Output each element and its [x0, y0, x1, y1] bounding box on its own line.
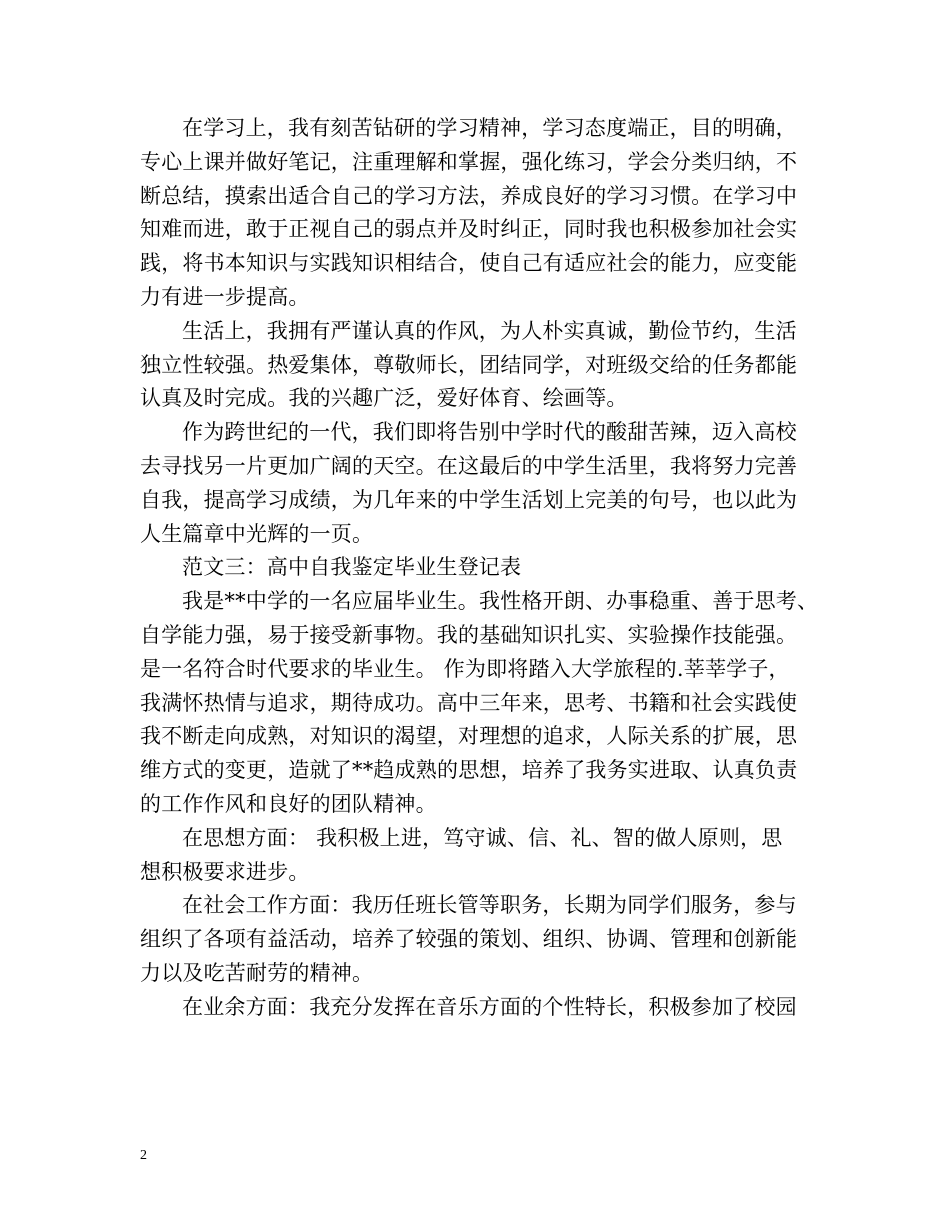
text-line: 维方式的变更，造就了**趋成熟的思想，培养了我务实进取、认真负责 [140, 758, 798, 783]
text-line: 在学习上，我有刻苦钻研的学习精神，学习态度端正，目的明确， [182, 116, 797, 140]
text-line: 知难而进，敢于正视自己的弱点并及时纠正，同时我也积极参加社会实 [140, 217, 798, 242]
text-line: 专心上课并做好笔记，注重理解和掌握，强化练习，学会分类归纳，不 [140, 149, 798, 174]
document-body [140, 112, 820, 1025]
text-line: 断总结，摸索出适合自己的学习方法，养成良好的学习习惯。在学习中 [140, 183, 798, 208]
text-line: 力以及吃苦耐劳的精神。 [140, 960, 374, 985]
text-line: 作为跨世纪的一代，我们即将告别中学时代的酸甜苦辣，迈入高校 [182, 420, 797, 445]
text-line: 自学能力强，易于接受新事物。我的基础知识扎实、实验操作技能强。 [140, 622, 798, 647]
text-line: 的工作作风和良好的团队精神。 [140, 791, 437, 816]
text-line: 人生篇章中光辉的一页。 [140, 521, 374, 546]
text-line: 力有进一步提高。 [140, 284, 310, 309]
text-line: 在业余方面：我充分发挥在音乐方面的个性特长，积极参加了校园 [182, 994, 797, 1019]
text-line: 践，将书本知识与实践知识相结合，使自己有适应社会的能力，应变能 [140, 251, 798, 276]
text-line: 在社会工作方面：我历任班长管等职务，长期为同学们服务，参与 [182, 893, 797, 918]
text-line: 想积极要求进步。 [140, 859, 310, 884]
text-line: 我不断走向成熟，对知识的渴望，对理想的追求，人际关系的扩展，思 [140, 724, 798, 749]
text-line: 去寻找另一片更加广阔的天空。在这最后的中学生活里，我将努力完善 [140, 453, 798, 478]
text-line: 生活上，我拥有严谨认真的作风，为人朴实真诚，勤俭节约，生活 [182, 318, 797, 343]
text-line: 自我，提高学习成绩，为几年来的中学生活划上完美的句号，也以此为 [140, 487, 798, 512]
text-line: 认真及时完成。我的兴趣广泛，爱好体育、绘画等。 [140, 386, 628, 411]
text-line: 是一名符合时代要求的毕业生。 作为即将踏入大学旅程的.莘莘学子， [140, 656, 790, 681]
text-line: 组织了各项有益活动，培养了较强的策划、组织、协调、管理和创新能 [140, 927, 798, 952]
text-line: 范文三：高中自我鉴定毕业生登记表 [182, 555, 522, 580]
text-line: 我是**中学的一名应届毕业生。我性格开朗、办事稳重、善于思考、 [182, 589, 819, 614]
text-line: 独立性较强。热爱集体，尊敬师长，团结同学，对班级交给的任务都能 [140, 352, 798, 377]
text-line: 在思想方面： 我积极上进，笃守诚、信、礼、智的做人原则，思 [182, 825, 783, 850]
page-number: 2 [140, 1148, 147, 1163]
text-line: 我满怀热情与追求，期待成功。高中三年来，思考、书籍和社会实践使 [140, 690, 798, 715]
